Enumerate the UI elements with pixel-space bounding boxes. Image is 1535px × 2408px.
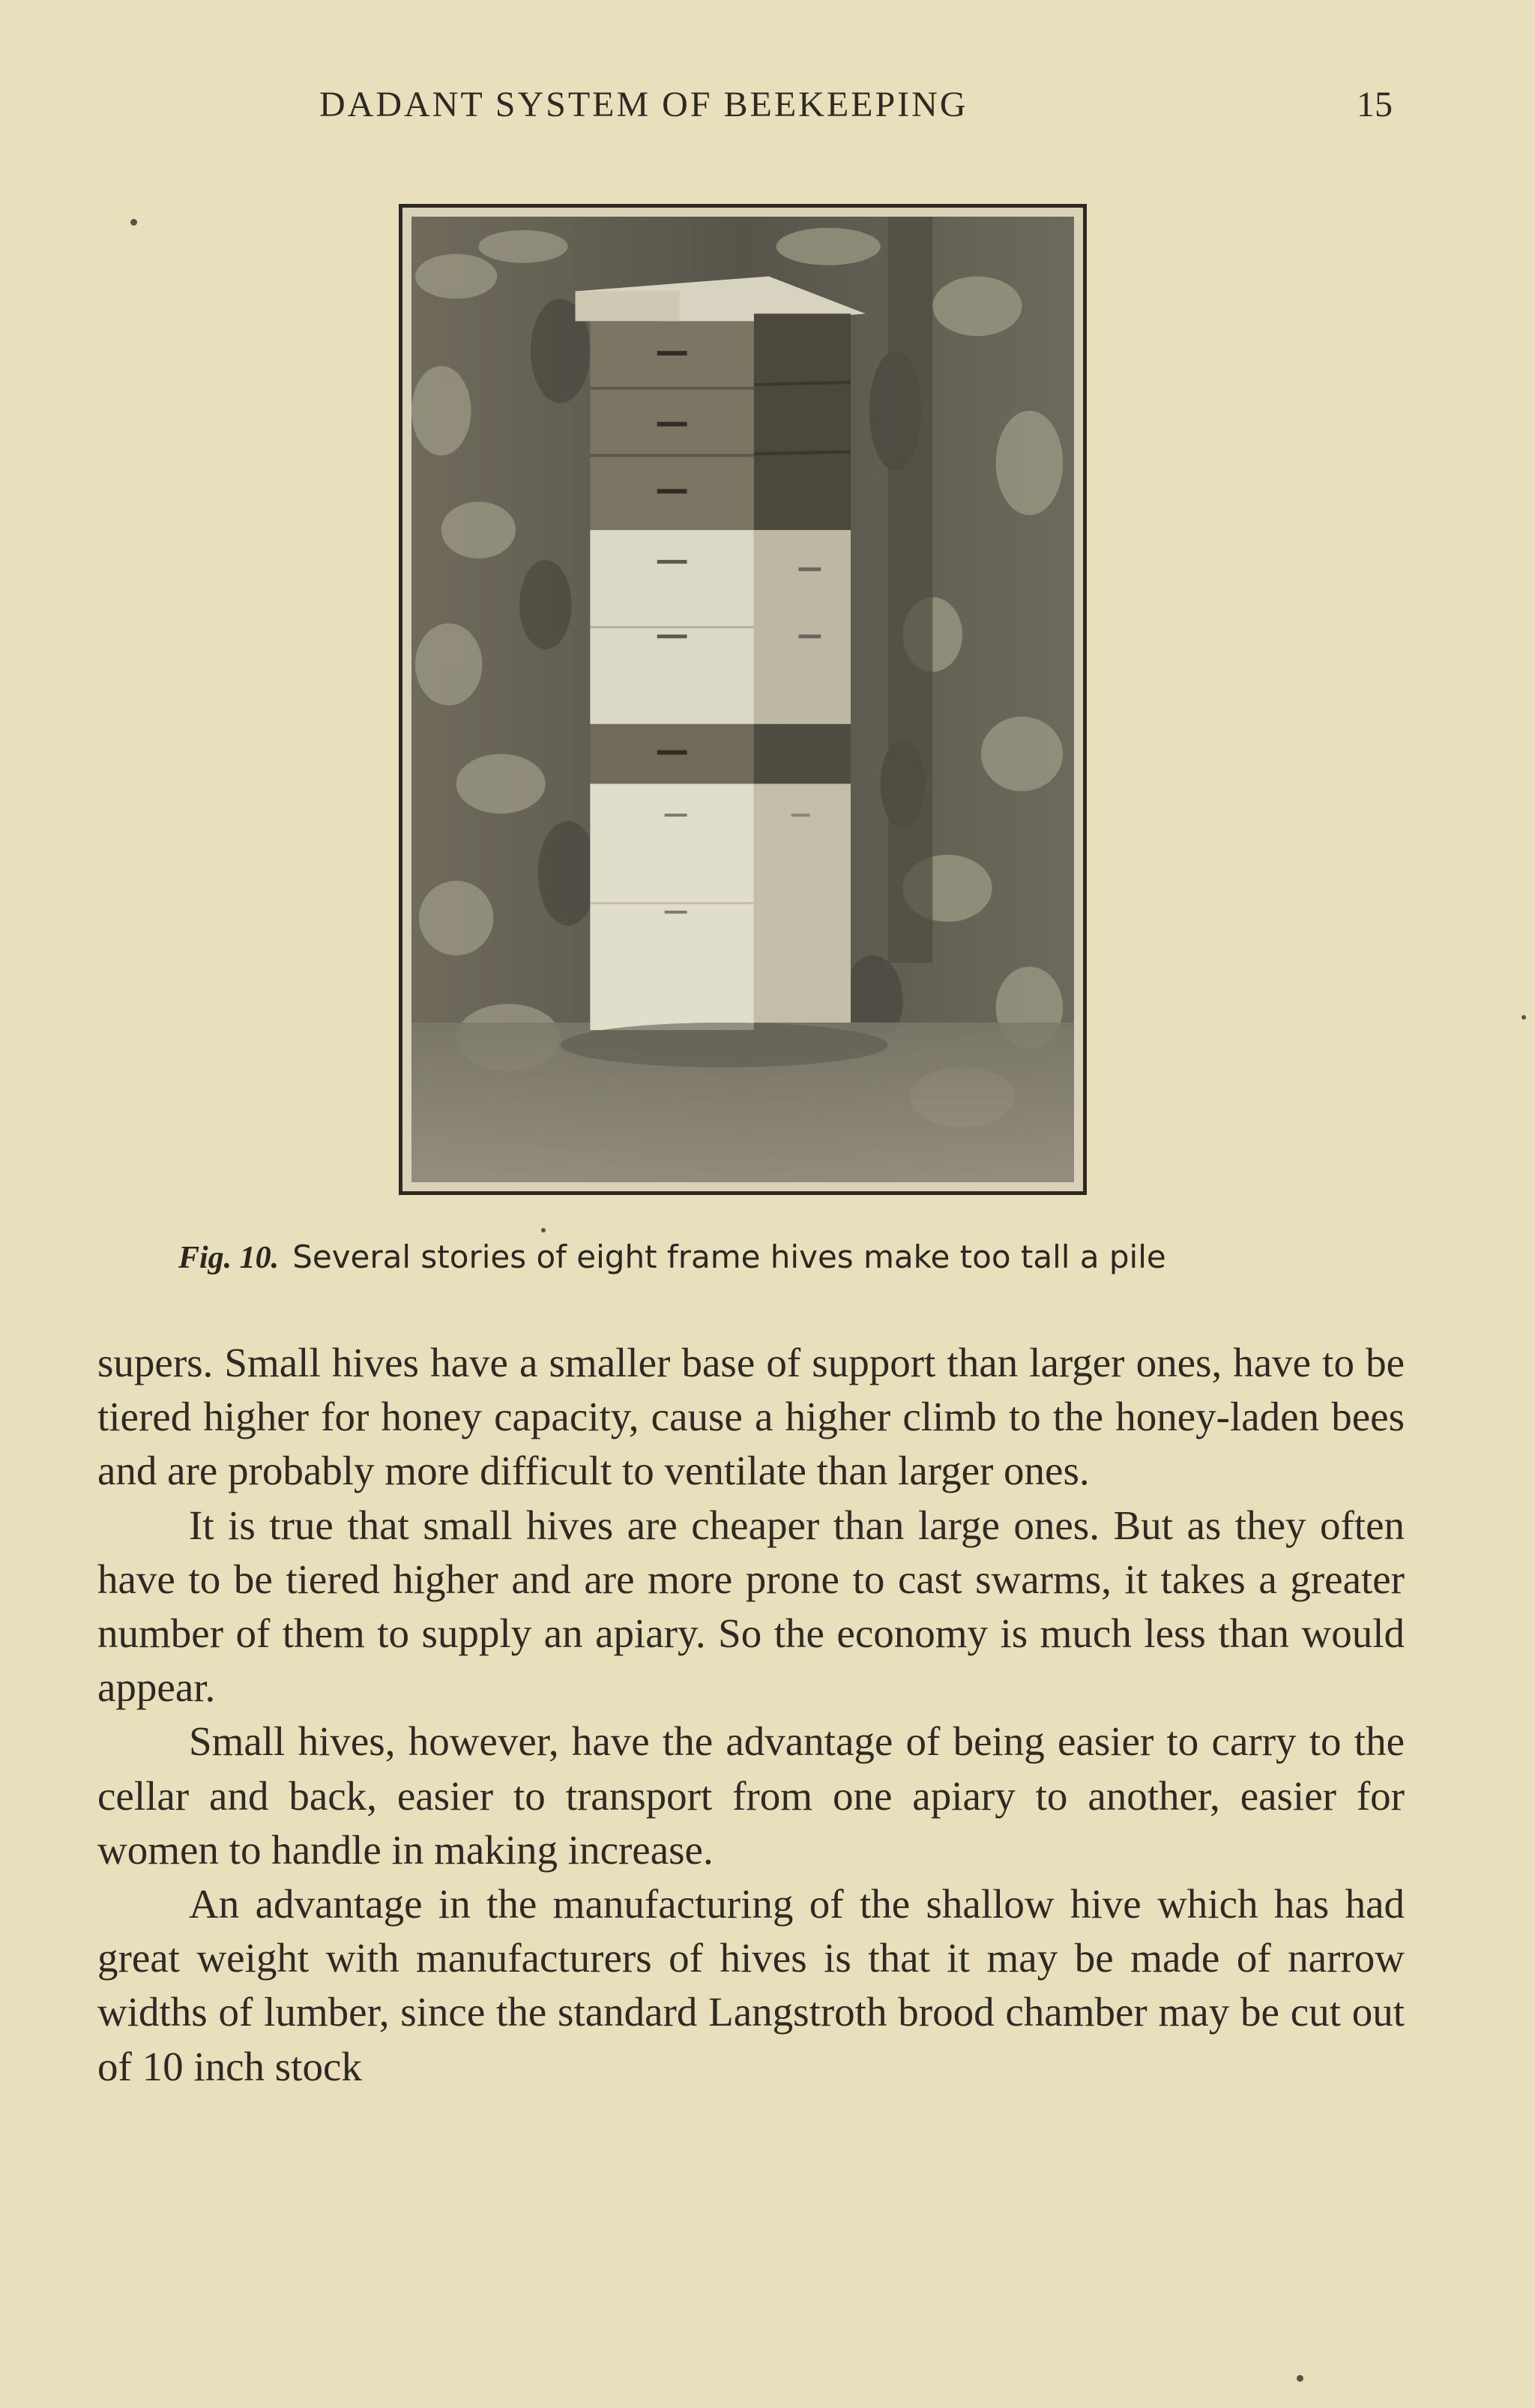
paragraph-1: supers. Small hives have a smaller base of support than larger ones, have to be tiered higher for honey capacity, cause a higher climb to the honey-laden bees and are probably more difficult to ventilate than larger ones. <box>97 1340 1405 1494</box>
dust-speck <box>130 219 137 226</box>
page-number: 15 <box>1357 85 1393 124</box>
body-text <box>97 1336 1405 2094</box>
dust-speck <box>1522 1015 1526 1020</box>
figure-frame <box>399 204 1087 1195</box>
beehive-photo <box>411 217 1074 1182</box>
dust-speck <box>541 1228 546 1232</box>
figure-label: Fig. 10. <box>178 1241 280 1275</box>
running-head: DADANT SYSTEM OF BEEKEEPING <box>319 85 968 124</box>
figure-caption <box>178 1238 1166 1276</box>
paragraph-4: An advantage in the manufacturing of the shallow hive which has had great weight with manufacturers of hives is that it may be made of narrow widths of lumber, since the standard Langstroth brood chamber may be cut out of 10 inch stock <box>97 1881 1405 2089</box>
dust-speck <box>1297 2375 1303 2382</box>
paragraph-3: Small hives, however, have the advantage of being easier to carry to the cellar and back, easier to transport from one apiary to another, easier for women to handle in making increase. <box>97 1718 1405 1873</box>
figure-caption-text: Several stories of eight frame hives make too tall a pile <box>292 1238 1166 1275</box>
paragraph-2: It is true that small hives are cheaper than large ones. But as they often have to be tiered higher and are more prone to cast swarms, it takes a greater number of them to supply an apiary. So the economy is much less than would appear. <box>97 1502 1405 1711</box>
